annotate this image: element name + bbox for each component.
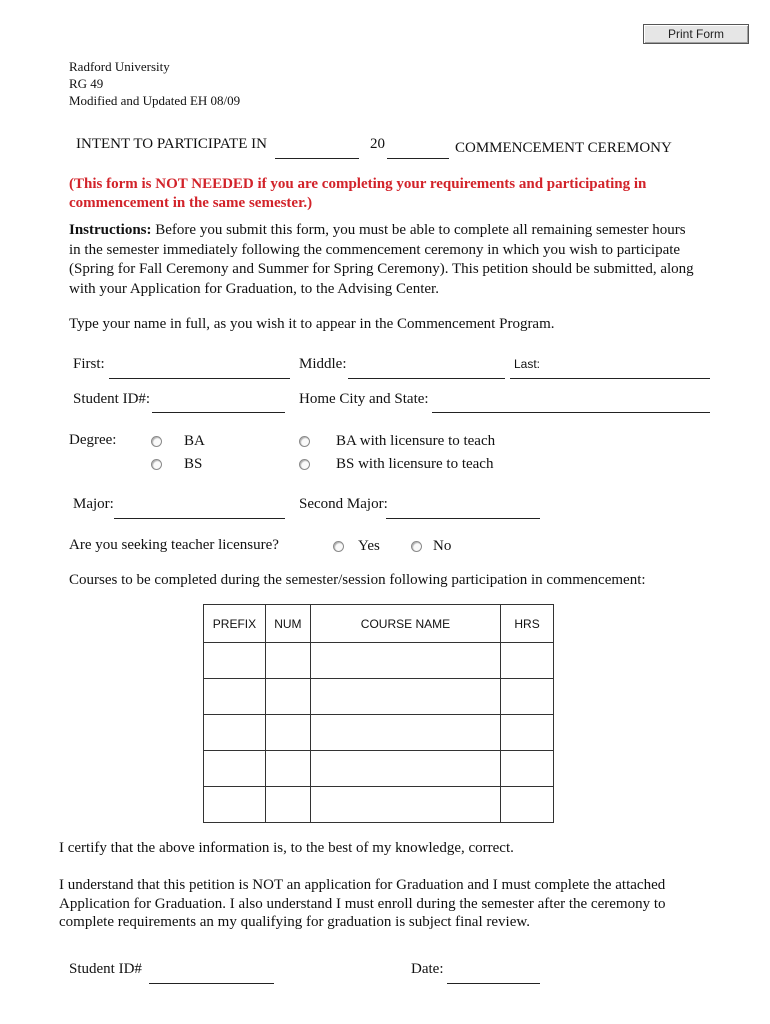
header-university: Radford University	[69, 59, 170, 74]
certify-statement: I certify that the above information is, to the best of my knowledge, correct.	[59, 840, 514, 856]
course-prefix-cell[interactable]	[204, 787, 266, 823]
course-name-cell[interactable]	[310, 787, 500, 823]
degree-bs-radio[interactable]	[151, 459, 162, 470]
print-form-button[interactable]: Print Form	[643, 24, 749, 44]
course-row	[204, 751, 554, 787]
licensure-no-label: No	[433, 538, 452, 554]
licensure-question: Are you seeking teacher licensure?	[69, 537, 279, 553]
course-hrs-cell[interactable]	[501, 715, 554, 751]
home-city-label: Home City and State:	[299, 391, 429, 407]
middle-name-field[interactable]	[348, 378, 505, 379]
second-major-field[interactable]	[386, 518, 540, 519]
course-hrs-cell[interactable]	[501, 787, 554, 823]
course-prefix-cell[interactable]	[204, 751, 266, 787]
term-field[interactable]	[275, 158, 359, 159]
course-prefix-cell[interactable]	[204, 715, 266, 751]
licensure-no-radio[interactable]	[411, 541, 422, 552]
signature-student-id-field[interactable]	[149, 983, 274, 984]
header-num: NUM	[265, 605, 310, 643]
notice-text: (This form is NOT NEEDED if you are completing your requirements and participating in commencement in the same semester.)	[69, 176, 647, 211]
course-row	[204, 679, 554, 715]
course-hrs-cell[interactable]	[501, 643, 554, 679]
instructions	[69, 221, 699, 299]
degree-label: Degree:	[69, 432, 117, 448]
course-name-cell[interactable]	[310, 715, 500, 751]
header-modified: Modified and Updated EH 08/09	[69, 93, 241, 108]
course-prefix-cell[interactable]	[204, 679, 266, 715]
degree-ba-licensure-label: BA with licensure to teach	[336, 433, 496, 449]
course-table-header	[204, 605, 554, 643]
degree-ba-radio[interactable]	[151, 436, 162, 447]
licensure-yes-radio[interactable]	[333, 541, 344, 552]
licensure-yes-label: Yes	[358, 538, 380, 554]
first-label: First:	[73, 356, 105, 372]
home-city-field[interactable]	[432, 412, 710, 413]
degree-bs-licensure-radio[interactable]	[299, 459, 310, 470]
course-num-cell[interactable]	[265, 679, 310, 715]
course-hrs-cell[interactable]	[501, 751, 554, 787]
course-hrs-cell[interactable]	[501, 679, 554, 715]
header-course-name: COURSE NAME	[310, 605, 500, 643]
title-intent: INTENT TO PARTICIPATE IN	[76, 136, 267, 152]
course-num-cell[interactable]	[265, 715, 310, 751]
understand-statement: I understand that this petition is NOT an application for Graduation and I must complete the attached Application for Graduation. I also understand I must enroll during the semester after the ceremony to complete requirements an my qualifying for graduation is subject final review.	[59, 877, 666, 930]
last-name-field[interactable]	[510, 378, 710, 379]
header-prefix: PREFIX	[204, 605, 266, 643]
course-row	[204, 787, 554, 823]
degree-bs-label: BS	[184, 456, 203, 472]
student-id-label: Student ID#:	[73, 391, 151, 407]
course-row	[204, 643, 554, 679]
instructions-text: Before you submit this form, you must be able to complete all remaining semester hours in the semester immediately following the commencement ceremony in which you wish to participate (Spring for Fall Ceremony and Summer for Spring Ceremony). This petition should be submitted, along with your Application for Graduation, to the Advising Center.	[69, 222, 694, 297]
course-prefix-cell[interactable]	[204, 643, 266, 679]
course-name-cell[interactable]	[310, 643, 500, 679]
course-name-cell[interactable]	[310, 679, 500, 715]
last-label: Last:	[514, 357, 541, 371]
major-field[interactable]	[114, 518, 285, 519]
signature-date-label: Date:	[411, 961, 444, 977]
instructions-label: Instructions:	[69, 222, 152, 238]
degree-bs-licensure-label: BS with licensure to teach	[336, 456, 494, 472]
header-hrs: HRS	[501, 605, 554, 643]
degree-ba-licensure-radio[interactable]	[299, 436, 310, 447]
second-major-label: Second Major:	[299, 496, 388, 512]
middle-label: Middle:	[299, 356, 347, 372]
degree-ba-label: BA	[184, 433, 205, 449]
student-id-field[interactable]	[152, 412, 285, 413]
first-name-field[interactable]	[109, 378, 290, 379]
courses-prompt: Courses to be completed during the semester/session following participation in commencement:	[69, 572, 646, 588]
course-row	[204, 715, 554, 751]
course-num-cell[interactable]	[265, 643, 310, 679]
major-label: Major:	[73, 496, 114, 512]
header-form-number: RG 49	[69, 76, 104, 91]
name-prompt: Type your name in full, as you wish it to appear in the Commencement Program.	[69, 316, 555, 332]
signature-date-field[interactable]	[447, 983, 540, 984]
course-num-cell[interactable]	[265, 787, 310, 823]
year-field[interactable]	[387, 158, 449, 159]
course-num-cell[interactable]	[265, 751, 310, 787]
course-name-cell[interactable]	[310, 751, 500, 787]
course-table	[203, 604, 554, 823]
signature-student-id-label: Student ID#	[69, 961, 142, 977]
title-ceremony: COMMENCEMENT CEREMONY	[455, 140, 672, 156]
title-year-prefix: 20	[370, 136, 385, 152]
